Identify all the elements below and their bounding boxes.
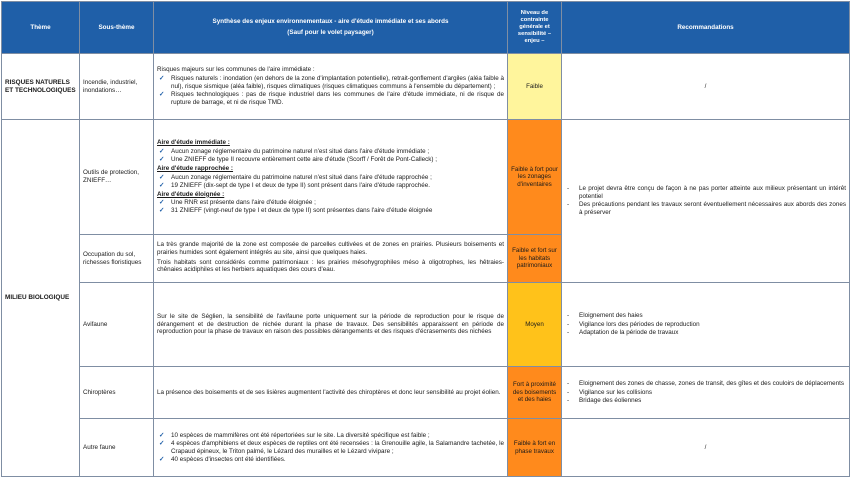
list-item: ✓ Risques naturels : inondation (en dehors de la zone d'implantation potentielle), retrait-gonflement d'argiles (aléa faible à nul), risque sismique (aléa faible), risques climatiques (risques climatiques communs à l'ensemble du département) ;	[159, 75, 504, 91]
recommandations-chiropteres-list	[565, 380, 846, 404]
aire-immediate-list	[157, 148, 504, 164]
row-avifaune	[2, 283, 850, 367]
list-item: ✓ 4 espèces d'amphibiens et deux espèces de reptiles ont été recensées : la Grenouille agile, la Salamandre tachetée, le Crapaud épineux, le Triton palmé, le Lézard des murailles et le Lézard vivipare ;	[159, 439, 504, 455]
recommandations-avifaune	[562, 283, 850, 367]
occupation-p1: La très grande majorité de la zone est composée de parcelles cultivées et de zones en prairies. Plusieurs boisements et prairies humides sont également intégrés au site, ainsi que quelques haies.	[157, 241, 504, 256]
row-autre-faune	[2, 419, 850, 477]
aire-immediate-title: Aire d'étude immédiate :	[157, 139, 230, 147]
check-icon: ✓	[159, 455, 165, 463]
header-recommandations: Recommandations	[562, 2, 850, 54]
synthese-risques	[154, 54, 508, 120]
list-item: - Adaptation de la période de travaux	[567, 328, 679, 336]
sous-theme-occupation: Occupation du sol, richesses floristiques	[80, 235, 154, 283]
row-risques	[2, 54, 850, 120]
sous-theme-avifaune: Avifaune	[80, 283, 154, 367]
theme-risques: RISQUES NATURELS ET TECHNOLOGIQUES	[2, 54, 80, 120]
check-icon: ✓	[159, 173, 165, 181]
niveau-risques: Faible	[508, 54, 562, 120]
sous-theme-outils: Outils de protection, ZNIEFF…	[80, 120, 154, 235]
list-item: - Vigilance lors des périodes de reproduction	[567, 320, 700, 328]
list-item: - Eloignement des zones de chasse, zones de transit, des gîtes et des couloirs de déplacements	[567, 380, 844, 388]
autre-faune-list	[157, 432, 504, 464]
risques-list	[157, 75, 504, 106]
synthese-outils	[154, 120, 508, 235]
check-icon: ✓	[159, 75, 165, 83]
recommandation-autre-faune: /	[562, 419, 850, 477]
synthese-occupation	[154, 235, 508, 283]
header-synthese-line1: Synthèse des enjeux environnementaux - aire d'étude immédiate et ses abords	[212, 18, 449, 26]
synthese-avifaune: Sur le site de Séglien, la sensibilité de l'avifaune porte uniquement sur la période de reproduction pour le risque de dérangement et de destruction de nichée durant la phase de travaux. Des sensibilités apparaissent en période de reproduction pour la phase de travaux en raison des possibles dérangements et des risques d'écrasements des nichées	[154, 283, 508, 367]
aire-eloignee-list	[157, 199, 504, 215]
dash-icon: -	[567, 396, 570, 404]
niveau-avifaune: Moyen	[508, 283, 562, 367]
aire-rapprochee-title: Aire d'étude rapprochée :	[157, 164, 234, 172]
list-item: - Bridage des éoliennes	[567, 396, 642, 404]
header-niveau: Niveau de contrainte générale et sensibilité – enjeu –	[508, 2, 562, 54]
risques-intro: Risques majeurs sur les communes de l'aire immédiate :	[157, 65, 315, 73]
niveau-outils: Faible à fort pour les zonages d'inventaires	[508, 120, 562, 235]
list-item: - Des précautions pendant les travaux seront éventuellement nécessaires aux abords des zones à préserver	[567, 201, 846, 216]
row-outils	[2, 120, 850, 235]
aire-rapprochee-list	[157, 174, 504, 190]
dash-icon: -	[567, 328, 570, 336]
occupation-p2: Trois habitats sont considérés comme patrimoniaux : les prairies mésohygrophiles méso à oligotrophes, les hêtraies-chênaies acidiphiles et les herbiers aquatiques des cours d'eau.	[157, 258, 504, 274]
row-chiropteres	[2, 367, 850, 419]
dash-icon: -	[567, 185, 570, 193]
recommandations-chiropteres	[562, 367, 850, 419]
sous-theme-risques: Incendie, industriel, inondations…	[80, 54, 154, 120]
header-sous-theme: Sous-thème	[80, 2, 154, 54]
synthese-autre-faune	[154, 419, 508, 477]
check-icon: ✓	[159, 181, 165, 189]
list-item: ✓ Risques technologiques : pas de risque industriel dans les communes de l'aire d'étude immédiate, ni de risque de rupture de barrage, et ni de risque TMD.	[159, 91, 504, 106]
list-item: - Vigilance sur les collisions	[567, 388, 653, 396]
list-item: ✓ 10 espèces de mammifères ont été répertoriées sur le site. La diversité spécifique est faible ;	[159, 431, 430, 439]
sous-theme-autre-faune: Autre faune	[80, 419, 154, 477]
list-item: ✓ Aucun zonage réglementaire du patrimoine naturel n'est situé dans l'aire d'étude immédiate ;	[159, 148, 430, 156]
check-icon: ✓	[159, 207, 165, 215]
dash-icon: -	[567, 388, 570, 396]
dash-icon: -	[567, 380, 570, 388]
recommandations-avifaune-list	[565, 312, 846, 336]
recommandations-outils	[562, 120, 850, 283]
check-icon: ✓	[159, 431, 165, 439]
recommandations-outils-list	[565, 185, 846, 216]
dash-icon: -	[567, 312, 570, 320]
check-icon: ✓	[159, 156, 165, 164]
list-item: ✓ Une RNR est présente dans l'aire d'étude éloignée ;	[159, 199, 316, 207]
list-item: ✓ Une ZNIEFF de type II recouvre entièrement cette aire d'étude (Scorff / Forêt de Pont-Calleck) ;	[159, 156, 438, 164]
enjeux-table	[1, 1, 850, 477]
dash-icon: -	[567, 201, 570, 209]
list-item: - Eloignement des haies	[567, 312, 643, 320]
check-icon: ✓	[159, 199, 165, 207]
list-item: - Le projet devra être conçu de façon à ne pas porter atteinte aux milieux présentant un intérêt potentiel	[567, 185, 846, 201]
list-item: ✓ 31 ZNIEFF (vingt-neuf de type I et deux de type II) sont présentes dans l'aire d'étude éloignée	[159, 207, 433, 215]
theme-milieu: MILIEU BIOLOGIQUE	[2, 120, 80, 477]
niveau-chiropteres: Fort à proximité des boisements et des haies	[508, 367, 562, 419]
check-icon: ✓	[159, 91, 165, 99]
header-synthese-line2: (Sauf pour le volet paysager)	[287, 29, 374, 36]
check-icon: ✓	[159, 148, 165, 156]
list-item: ✓ Aucun zonage réglementaire du patrimoine naturel n'est situé dans l'aire d'étude rapprochée ;	[159, 173, 432, 181]
list-item: ✓ 40 espèces d'insectes ont été identifiées.	[159, 455, 286, 463]
check-icon: ✓	[159, 439, 165, 447]
header-row	[2, 2, 850, 54]
sous-theme-chiropteres: Chiroptères	[80, 367, 154, 419]
list-item: ✓ 19 ZNIEFF (dix-sept de type I et deux de type II) sont présent dans l'aire d'étude rapprochée.	[159, 181, 430, 189]
dash-icon: -	[567, 320, 570, 328]
niveau-autre-faune: Faible à fort en phase travaux	[508, 419, 562, 477]
recommandation-risques: /	[562, 54, 850, 120]
synthese-chiropteres: La présence des boisements et de ses lisières augmentent l'activité des chiroptères et donc leur sensibilité au projet éolien.	[154, 367, 508, 419]
aire-eloignee-title: Aire d'étude éloignée :	[157, 190, 225, 198]
header-theme: Thème	[2, 2, 80, 54]
niveau-occupation: Faible et fort sur les habitats patrimoniaux	[508, 235, 562, 283]
header-synthese	[154, 2, 508, 54]
